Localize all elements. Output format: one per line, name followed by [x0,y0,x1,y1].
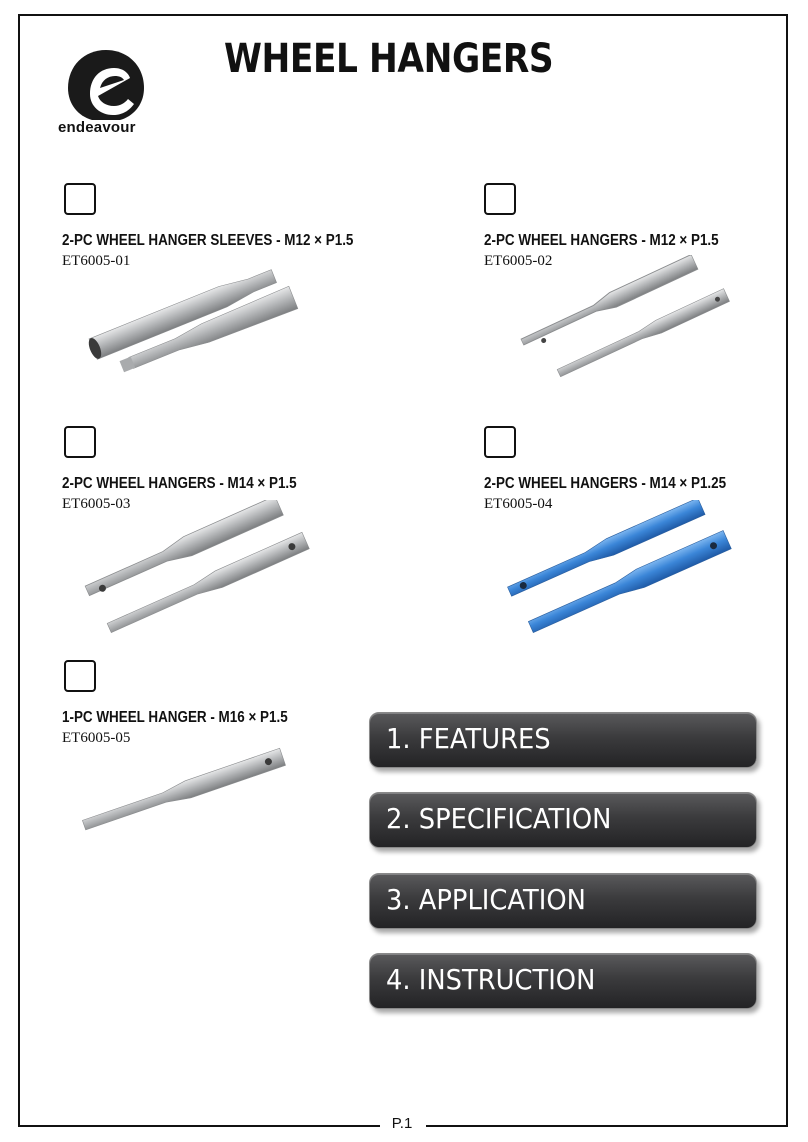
select-checkbox-et6005-01[interactable] [64,183,96,215]
product-code: ET6005-02 [484,253,553,269]
product-code: ET6005-01 [62,253,131,269]
select-checkbox-et6005-02[interactable] [484,183,516,215]
product-title: 1-PC WHEEL HANGER - M16 × P1.5 [62,709,288,726]
wheel-hanger-sleeves-image [80,260,320,380]
select-checkbox-et6005-03[interactable] [64,426,96,458]
features-label: 1. FEATURES [386,722,551,755]
page-number: P.1 [380,1115,424,1132]
specification-button[interactable] [369,792,757,848]
footer-rule-right [426,1125,788,1127]
product-title: 2-PC WHEEL HANGERS - M14 × P1.5 [62,475,297,492]
product-code: ET6005-04 [484,496,553,512]
instruction-label: 4. INSTRUCTION [386,963,596,996]
specification-label: 2. SPECIFICATION [386,802,612,835]
footer-rule-left [18,1125,380,1127]
product-title: 2-PC WHEEL HANGERS - M12 × P1.5 [484,232,719,249]
select-checkbox-et6005-05[interactable] [64,660,96,692]
wheel-hangers-m14-image [72,500,322,635]
product-code: ET6005-03 [62,496,131,512]
wheel-hanger-m16-image [68,740,298,840]
wheel-hangers-m14-blue-image [494,500,744,635]
brand-name: endeavour [58,119,136,136]
select-checkbox-et6005-04[interactable] [484,426,516,458]
wheel-hangers-m12-image [512,255,752,380]
application-button[interactable] [369,873,757,929]
instruction-button[interactable] [369,953,757,1009]
application-label: 3. APPLICATION [386,883,586,916]
features-button[interactable] [369,712,757,768]
product-title: 2-PC WHEEL HANGERS - M14 × P1.25 [484,475,727,492]
product-code: ET6005-05 [62,730,131,746]
product-title: 2-PC WHEEL HANGER SLEEVES - M12 × P1.5 [62,232,354,249]
page-title: WHEEL HANGERS [224,36,554,82]
